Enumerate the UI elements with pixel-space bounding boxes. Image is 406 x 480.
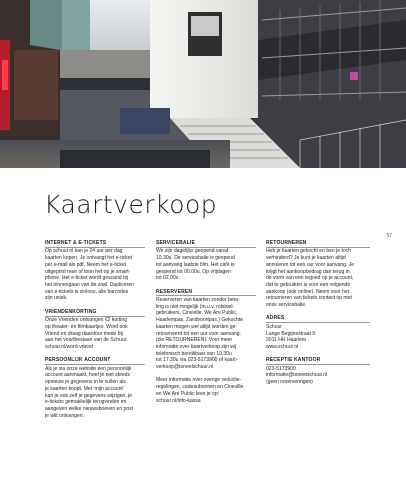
section-reserveren	[156, 289, 256, 405]
section-adres	[266, 315, 370, 350]
section-heading: RESERVEREN	[156, 289, 256, 297]
column-3	[266, 240, 370, 392]
section-internet-e-tickets	[45, 240, 145, 302]
section-body: 023-5173900 informatie@toneelschuur.nl (geen reserveringen)	[266, 365, 328, 386]
page-number: 57	[386, 233, 392, 239]
section-servicebalie	[156, 240, 256, 282]
section-body: Heb je kaarten gekocht en ben je toch verhinderd? Je kunt je kaarten altijd annuleren tot een uur voor aanvang. Je krijgt het aankoopbedrag dan terug in de vorm van een tegoed op je account, dat te gebruiken is voor een volgende aankoop (ook online). Neem voor het retourneren van tickets contact op met onze servicebalie.	[266, 248, 355, 309]
section-body: Op schuur.nl kan je 24 uur per dag kaarten kopen. Je ontvangt het e-ticket per e-mail als pdf. Neem het e-ticket uitgeprint mee of toon het op je smart- phone. Het e-ticket wordt gescand bij het binnengaan van de zaal. Dupliceren van e-tickets is zinloos, alle barcodes zijn uniek.	[45, 248, 134, 302]
section-heading: PERSOONLIJK ACCOUNT	[45, 357, 145, 365]
section-receptie-kantoor	[266, 357, 370, 386]
photo-illustration	[0, 0, 406, 168]
section-body: Als je via onze website een persoonlijk account aanmaakt, hoef je niet steeds opnieuw je gegevens in te vullen als je kaarten koopt. Met 'mijn account' kan je ook zelf je gegevens wijzigen, je e-tickets gemakkelijk terugvinden en aangeven welke nieuwsbrieven en post je wilt ontvangen.	[45, 365, 134, 419]
column-2	[156, 240, 256, 411]
section-retourneren	[266, 240, 370, 309]
section-body: We zijn dagelijks geopend vanaf 10.30u. De servicebalie is geopend tot aanvang laatste film. Het café is geopend tot 00.00u. Op vrijdagen tot 02.00u.	[156, 248, 235, 282]
section-heading: ADRES	[266, 315, 370, 323]
building-interior-photo	[0, 0, 406, 168]
page-title: Kaartverkoop	[44, 190, 218, 219]
section-heading: RETOURNEREN	[266, 240, 370, 248]
section-heading: INTERNET & E-TICKETS	[45, 240, 145, 248]
column-1	[45, 240, 145, 426]
section-body: Schuur Lange Begijnestraat 9 2011 HH Haarlem www.schuur.nl	[266, 323, 316, 350]
section-heading: VRIENDENKORTING	[45, 309, 145, 317]
section-vriendenkorting	[45, 309, 145, 351]
section-heading: SERVICEBALIE	[156, 240, 256, 248]
section-body: Reserveren van kaarten zonder beta- ling is niet mogelijk (m.u.v. rolstoel- gebruikers, Cineville, We Are Public, Haarlempas, Zandvoortpas.) Gekochte kaarten mogen wel altijd worden ge- retourneerd tot een uur voor aanvang. (zie RETOURNEREN). Voor meer informatie over kaartverkoop zijn wij telefonisch bereikbaar van 10.30u tot 17.30u via 023-5173900 of kaart- verkoop@toneelschuur.nl Meer informatie over overige reductie- regelingen, cadeaubonnen en Cineville en We Are Public lees je op: schuur.nl/info-kassa	[156, 296, 244, 404]
section-heading: RECEPTIE KANTOOR	[266, 357, 370, 365]
section-body: Onze Vrienden ontvangen €2 korting op theater- en filmkaartjes. Word ook Vriend en draag daardoor mede bij aan het voortbestaan van de Schuur. schuur.nl/word-vriend	[45, 317, 128, 350]
section-persoonlijk-account	[45, 357, 145, 419]
